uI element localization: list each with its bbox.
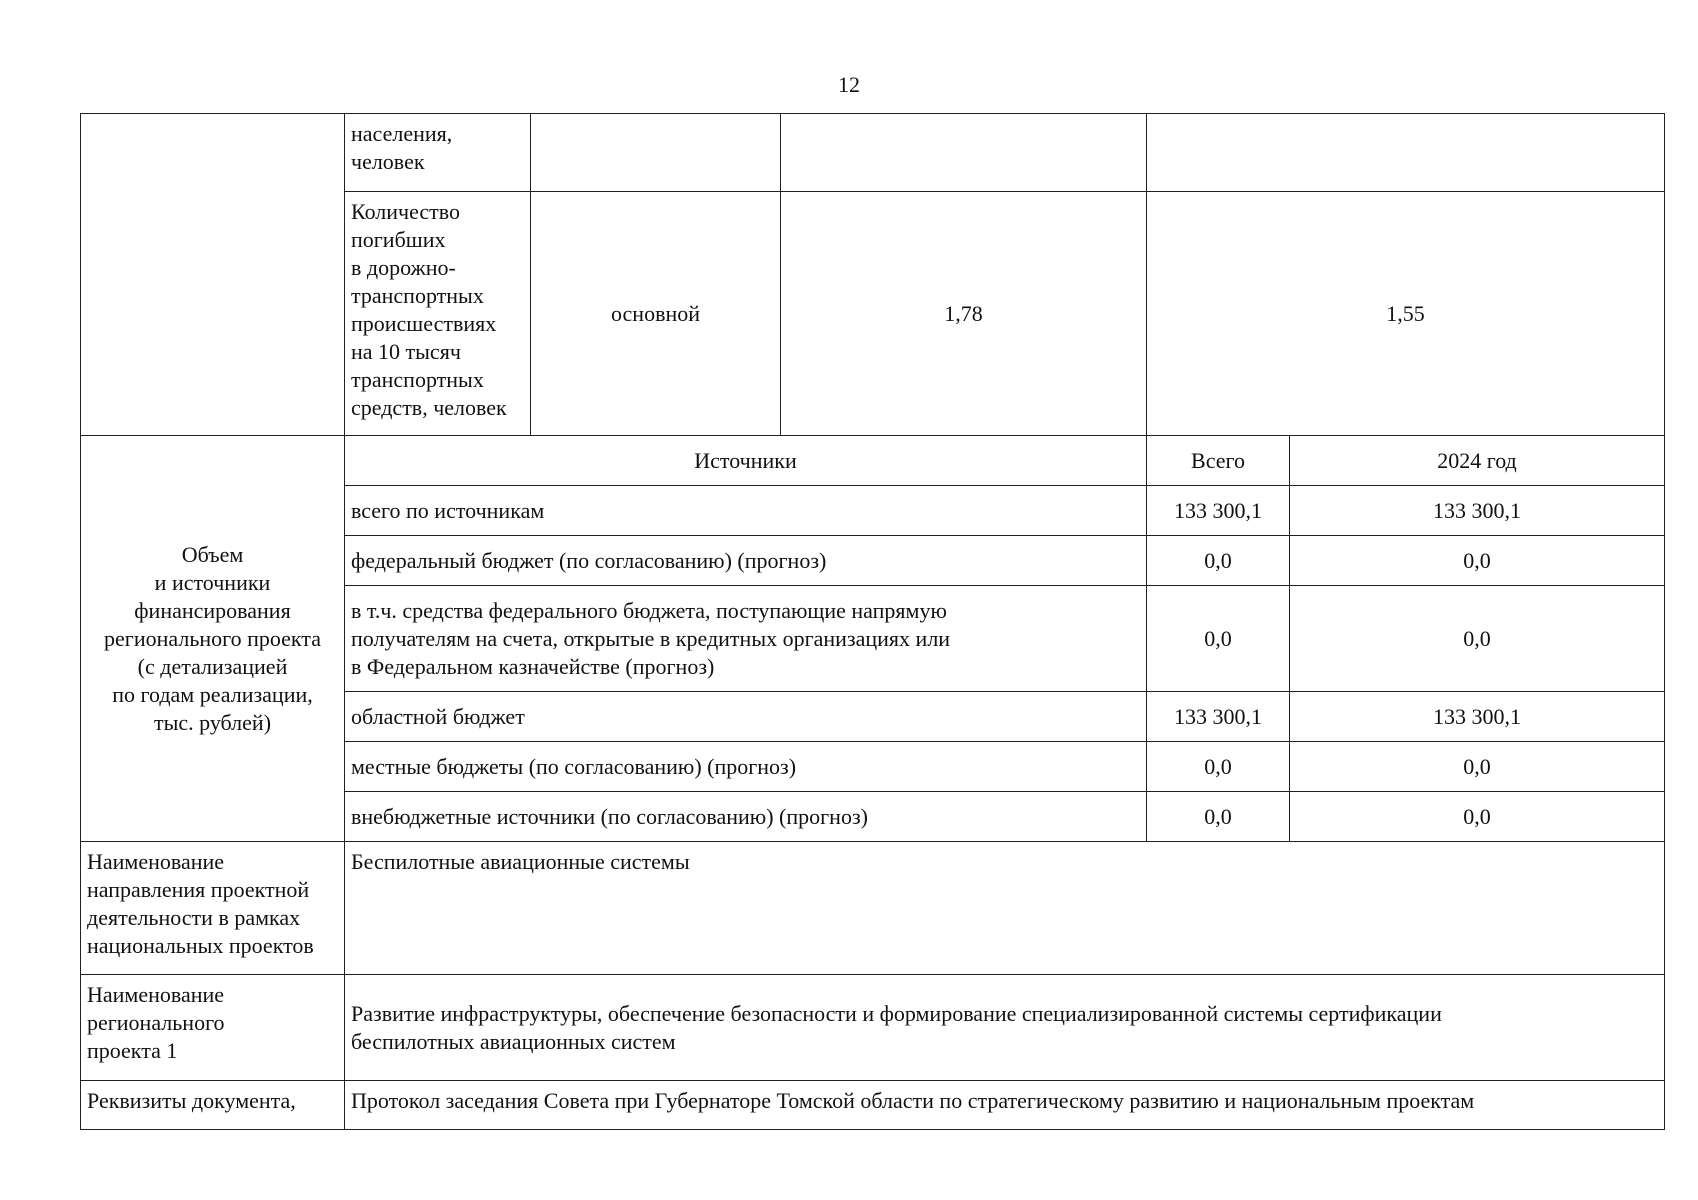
document-details-label: Реквизиты документа,: [81, 1081, 345, 1130]
direction-row: [81, 842, 1665, 975]
source-total: 0,0: [1147, 792, 1290, 842]
indicator-type: основной: [531, 192, 781, 436]
source-year-value: 0,0: [1290, 792, 1665, 842]
source-name: в т.ч. средства федерального бюджета, поступающие напрямую получателям на счета, открытые в кредитных организациях или в Федеральном казначействе (прогноз): [345, 586, 1147, 692]
indicator-target-value: 1,55: [1147, 192, 1665, 436]
source-name: всего по источникам: [345, 486, 1147, 536]
regional-project-label: Наименование регионального проекта 1: [81, 975, 345, 1081]
source-name: внебюджетные источники (по согласованию) (прогноз): [345, 792, 1147, 842]
source-total: 0,0: [1147, 742, 1290, 792]
source-name: федеральный бюджет (по согласованию) (прогноз): [345, 536, 1147, 586]
source-name: местные бюджеты (по согласованию) (прогноз): [345, 742, 1147, 792]
indicator-row: [81, 114, 1665, 192]
indicator-name: Количество погибших в дорожно- транспортных происшествиях на 10 тысяч транспортных средств, человек: [345, 192, 531, 436]
source-year-value: 0,0: [1290, 536, 1665, 586]
direction-value: Беспилотные авиационные системы: [345, 842, 1665, 975]
total-header: Всего: [1147, 436, 1290, 486]
year-header: 2024 год: [1290, 436, 1665, 486]
source-name: областной бюджет: [345, 692, 1147, 742]
passport-table: [80, 113, 1665, 1130]
indicator-base-value: 1,78: [781, 192, 1147, 436]
document-details-value: Протокол заседания Совета при Губернаторе Томской области по стратегическому развитию и национальным проектам: [345, 1081, 1665, 1130]
direction-label: Наименование направления проектной деятельности в рамках национальных проектов: [81, 842, 345, 975]
indicator-base-value: [781, 114, 1147, 192]
source-total: 133 300,1: [1147, 486, 1290, 536]
document-details-row: [81, 1081, 1665, 1130]
source-year-value: 133 300,1: [1290, 486, 1665, 536]
indicator-type: [531, 114, 781, 192]
source-year-value: 0,0: [1290, 742, 1665, 792]
source-year-value: 133 300,1: [1290, 692, 1665, 742]
source-total: 0,0: [1147, 536, 1290, 586]
indicator-name: населения, человек: [345, 114, 531, 192]
empty-label-cell: [81, 114, 345, 436]
sources-header: Источники: [345, 436, 1147, 486]
financing-header-row: [81, 436, 1665, 486]
source-total: 133 300,1: [1147, 692, 1290, 742]
source-total: 0,0: [1147, 586, 1290, 692]
regional-project-row: [81, 975, 1665, 1081]
indicator-target-value: [1147, 114, 1665, 192]
source-year-value: 0,0: [1290, 586, 1665, 692]
financing-label: Объем и источники финансирования регионального проекта (с детализацией по годам реализации, тыс. рублей): [81, 436, 345, 842]
page-number: 12: [838, 72, 860, 97]
regional-project-value: Развитие инфраструктуры, обеспечение безопасности и формирование специализированной системы сертификации беспилотных авиационных систем: [345, 975, 1665, 1081]
